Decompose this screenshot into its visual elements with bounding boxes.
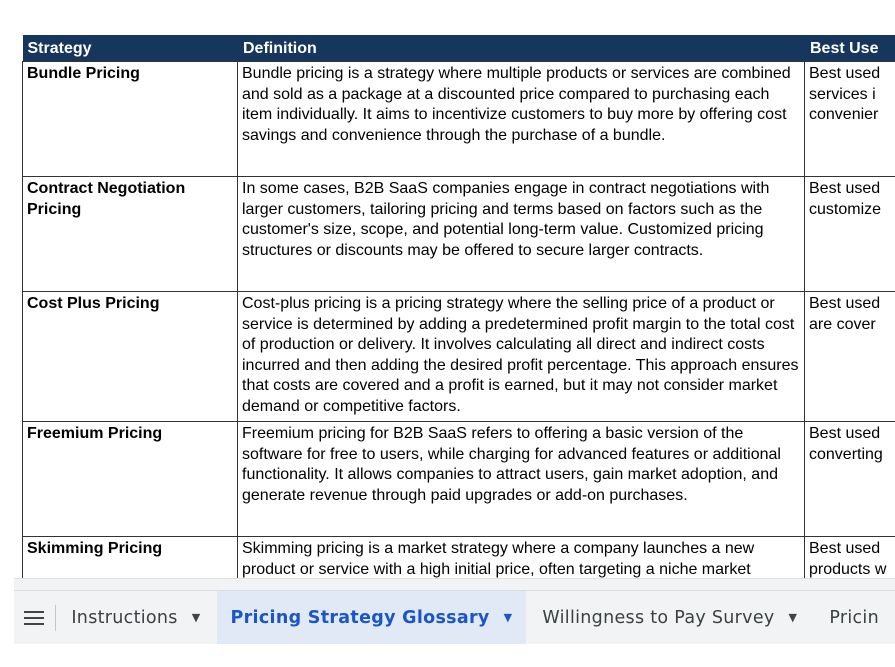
hamburger-menu-icon (24, 611, 44, 625)
best-use-line: Best used (809, 425, 881, 442)
table-row (23, 537, 895, 579)
header-best-use[interactable]: Best Use (805, 35, 895, 62)
definition-cell[interactable]: Freemium pricing for B2B SaaS refers to offering a basic version of the software for free to users, while charging for advanced features or additional functionality. It allows companies to attract users, gain market adoption, and generate revenue through paid upgrades or add-on purchases. (238, 422, 805, 537)
strategy-cell[interactable]: Cost Plus Pricing (23, 292, 238, 422)
best-use-cell[interactable] (805, 537, 895, 579)
strategy-cell[interactable]: Bundle Pricing (23, 62, 238, 177)
best-use-cell[interactable] (805, 62, 895, 177)
best-use-cell[interactable] (805, 177, 895, 292)
chevron-down-icon[interactable]: ▼ (503, 611, 513, 624)
best-use-line: are cover (809, 315, 876, 333)
best-use-line: Best used (809, 295, 881, 312)
tab-label: Pricing Strategy Glossary (230, 607, 490, 628)
tab-pricing-partial[interactable] (813, 591, 895, 644)
tab-label: Pricin (829, 607, 879, 628)
tab-label: Instructions (71, 607, 178, 628)
pricing-table (22, 35, 895, 578)
spreadsheet-grid (22, 35, 895, 578)
table-row (23, 292, 895, 422)
best-use-line: products w (809, 560, 887, 578)
tab-willingness-to-pay-survey[interactable] (526, 591, 813, 644)
best-use-line: convenier (809, 106, 879, 123)
header-strategy[interactable]: Strategy (23, 35, 238, 62)
strategy-cell[interactable]: Freemium Pricing (23, 422, 238, 537)
best-use-cell[interactable] (805, 422, 895, 537)
strategy-cell[interactable]: Contract Negotiation Pricing (23, 177, 238, 292)
all-sheets-menu-button[interactable] (14, 591, 55, 644)
tab-label: Willingness to Pay Survey (542, 607, 775, 628)
table-row (23, 177, 895, 292)
tab-instructions[interactable] (55, 591, 216, 644)
table-row (23, 422, 895, 537)
definition-cell[interactable]: Cost-plus pricing is a pricing strategy where the selling price of a product or service is determined by adding a predetermined profit margin to the total cost of production or delivery. It involves calculating all direct and indirect costs incurred and then adding the desired profit percentage. This approach ensures that costs are covered and a profit is earned, but it may not consider market demand or competitive factors. (238, 292, 805, 422)
best-use-line: converting (809, 445, 883, 463)
definition-cell[interactable]: Bundle pricing is a strategy where multiple products or services are combined and sold as a package at a discounted price compared to purchasing each item individually. It aims to incentivize customers to buy more by offering cost savings and convenience through the purchase of a bundle. (238, 62, 805, 177)
best-use-line: Best used (809, 540, 881, 557)
best-use-line: services i (809, 85, 876, 103)
table-row (23, 62, 895, 177)
header-definition[interactable]: Definition (238, 35, 805, 62)
best-use-line: customize (809, 200, 882, 218)
sheet-tab-bar (14, 590, 895, 644)
header-row (23, 35, 895, 62)
definition-cell[interactable]: In some cases, B2B SaaS companies engage in contract negotiations with larger customers, tailoring pricing and terms based on factors such as the customer's size, scope, and potential long-term value. Customized pricing structures or discounts may be offered to secure larger contracts. (238, 177, 805, 292)
best-use-cell[interactable] (805, 292, 895, 422)
definition-cell[interactable]: Skimming pricing is a market strategy where a company launches a new product or service with a high initial price, often targeting a niche market (238, 537, 805, 579)
best-use-line: Best used (809, 180, 881, 197)
best-use-line: Best used (809, 65, 881, 82)
chevron-down-icon[interactable]: ▼ (788, 611, 798, 624)
tab-pricing-strategy-glossary[interactable] (217, 591, 527, 644)
chevron-down-icon[interactable]: ▼ (191, 611, 201, 624)
strategy-cell[interactable]: Skimming Pricing (23, 537, 238, 579)
